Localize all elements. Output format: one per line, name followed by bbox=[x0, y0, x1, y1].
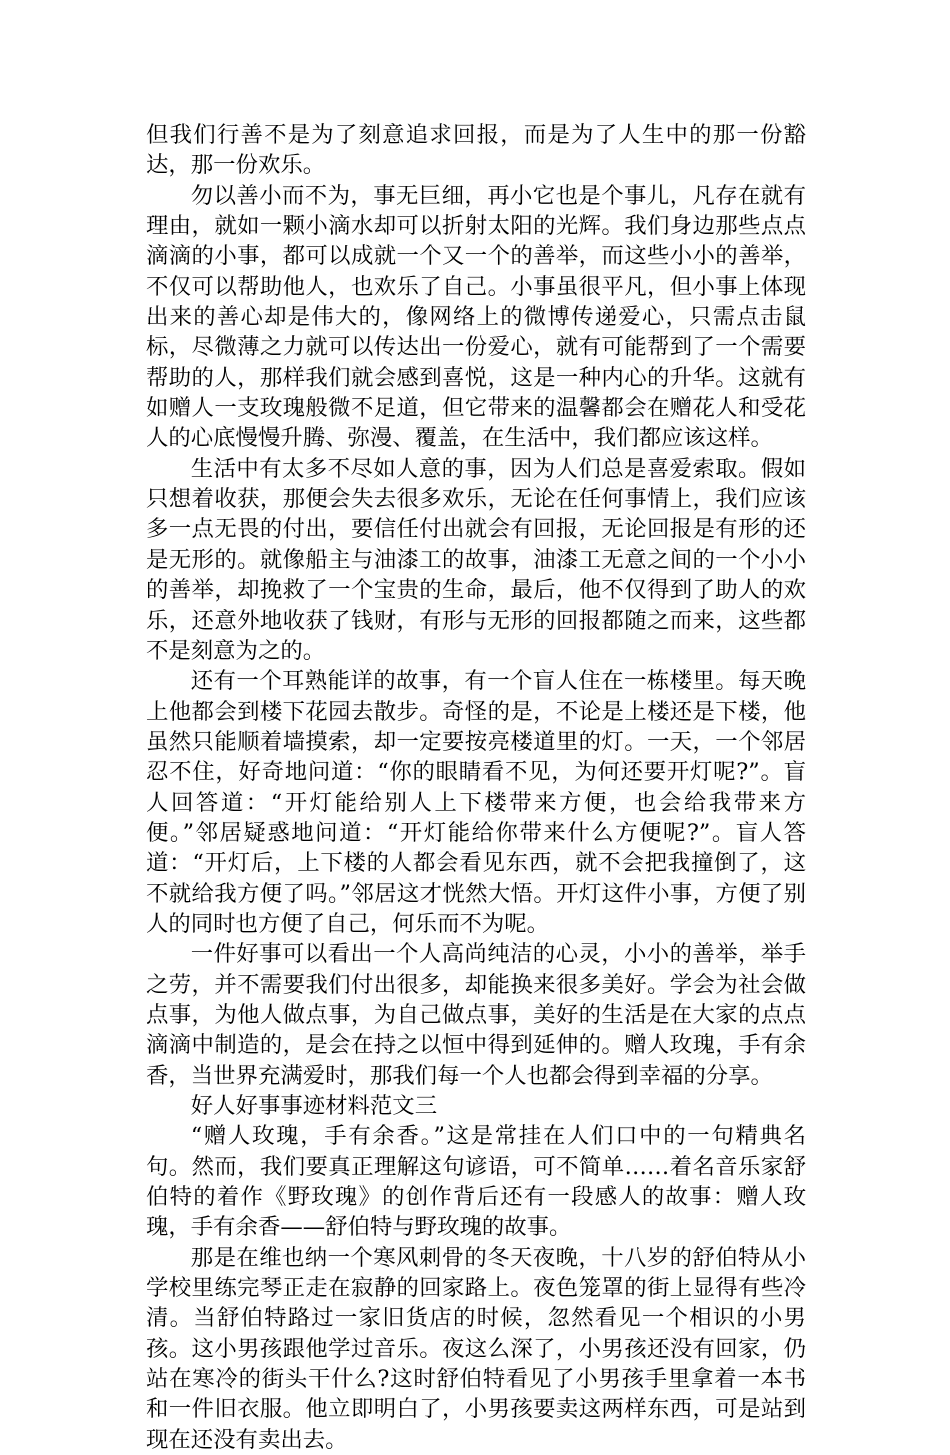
paragraph-small-kindness: 勿以善小而不为，事无巨细，再小它也是个事儿，凡存在就有理由，就如一颗小滴水却可以折射太阳的光辉。我们身边那些点点滴滴的小事，都可以成就一个又一个的善举，而这些小小的善举，不仅可以帮助他人，也欢乐了自己。小事虽很平凡，但小事上体现出来的善心却是伟大的，像网络上的微博传递爱心，只需点击鼠标，尽微薄之力就可以传达出一份爱心，就有可能帮到了一个需要帮助的人，那样我们就会感到喜悦，这是一种内心的升华。这就有如赠人一支玫瑰般微不足道，但它带来的温馨都会在赠花人和受花人的心底慢慢升腾、弥漫、覆盖，在生活中，我们都应该这样。 bbox=[146, 182, 806, 452]
section-heading: 好人好事事迹材料范文三 bbox=[190, 1093, 438, 1119]
paragraph-blind-man-story: 还有一个耳熟能详的故事，有一个盲人住在一栋楼里。每天晚上他都会到楼下花园去散步。奇怪的是，不论是上楼还是下楼，他虽然只能顺着墙摸索，却一定要按亮楼道里的灯。一天，一个邻居忍不住，好奇地问道：“你的眼睛看不见，为何还要开灯呢?”。盲人回答道：“开灯能给别人上下楼带来方便，也会给我带来方便。”邻居疑惑地问道：“开灯能给你带来什么方便呢?”。盲人答道：“开灯后，上下楼的人都会看见东西，就不会把我撞倒了，这不就给我方便了吗。”邻居这才恍然大悟。开灯这件小事，方便了别人的同时也方便了自己，何乐而不为呢。 bbox=[146, 668, 806, 937]
paragraph-continuation: 但我们行善不是为了刻意追求回报，而是为了人生中的那一份豁达，那一份欢乐。 bbox=[146, 122, 806, 179]
paragraph-rose-proverb: “赠人玫瑰，手有余香。”这是常挂在人们口中的一句精典名句。然而，我们要真正理解这句谚语，可不简单……着名音乐家舒伯特的着作《野玫瑰》的创作背后还有一段感人的故事：赠人玫瑰，手有余香——舒伯特与野玫瑰的故事。 bbox=[146, 1123, 806, 1241]
document-page bbox=[146, 120, 806, 1455]
paragraph-giving: 生活中有太多不尽如人意的事，因为人们总是喜爱索取。假如只想着收获，那便会失去很多欢乐，无论在任何事情上，我们应该多一点无畏的付出，要信任付出就会有回报，无论回报是有形的还是无形的。就像船主与油漆工的故事，油漆工无意之间的一个小小的善举，却挽救了一个宝贵的生命，最后，他不仅得到了助人的欢乐，还意外地收获了钱财，有形与无形的回报都随之而来，这些都不是刻意为之的。 bbox=[146, 455, 806, 664]
paragraph-good-deed: 一件好事可以看出一个人高尚纯洁的心灵，小小的善举，举手之劳，并不需要我们付出很多，却能换来很多美好。学会为社会做点事，为他人做点事，为自己做点事，美好的生活是在大家的点点滴滴中制造的，是会在持之以恒中得到延伸的。赠人玫瑰，手有余香，当世界充满爱时，那我们每一个人也都会得到幸福的分享。 bbox=[146, 941, 806, 1089]
paragraph-schubert-story: 那是在维也纳一个寒风刺骨的冬天夜晚，十八岁的舒伯特从小学校里练完琴正走在寂静的回家路上。夜色笼罩的街上显得有些冷清。当舒伯特路过一家旧货店的时候，忽然看见一个相识的小男孩。这小男孩跟他学过音乐。夜这么深了，小男孩还没有回家，仍站在寒冷的街头干什么?这时舒伯特看见了小男孩手里拿着一本书和一件旧衣服。他立即明白了，小男孩要卖这两样东西，可是站到现在还没有卖出去。 bbox=[146, 1244, 806, 1453]
